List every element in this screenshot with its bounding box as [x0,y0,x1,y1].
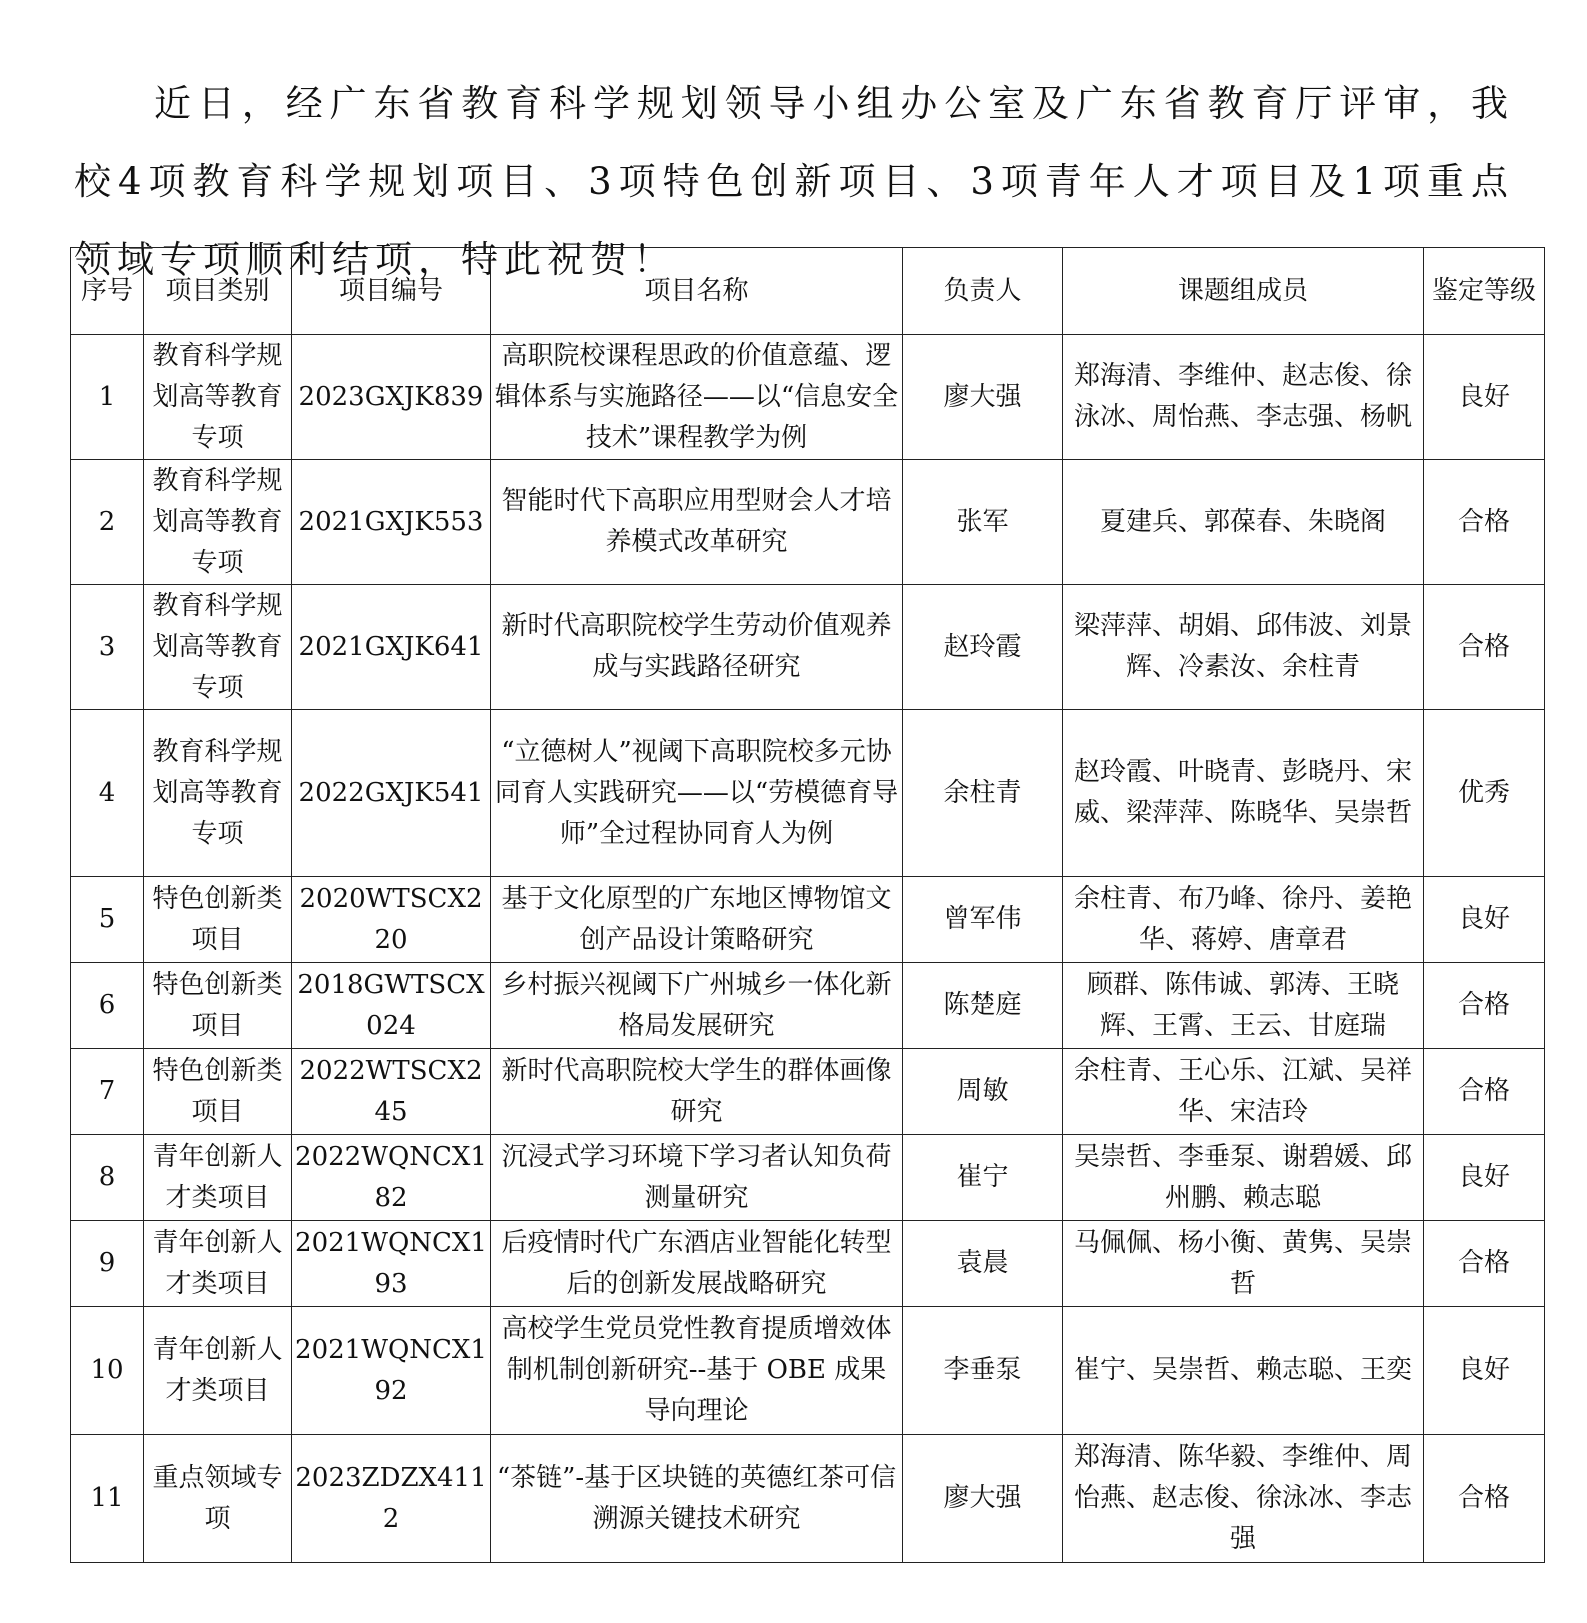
cell-project-name: 基于文化原型的广东地区博物馆文创产品设计策略研究 [491,877,903,963]
cell-project-code: 2022GXJK541 [292,710,491,877]
cell-grade: 良好 [1424,335,1545,460]
cell-grade: 良好 [1424,1307,1545,1435]
cell-grade: 良好 [1424,877,1545,963]
header-category: 项目类别 [144,248,292,335]
cell-members: 郑海清、李维仲、赵志俊、徐泳冰、周怡燕、李志强、杨帆 [1063,335,1424,460]
cell-grade: 合格 [1424,1049,1545,1135]
cell-grade: 优秀 [1424,710,1545,877]
cell-project-name: “茶链”-基于区块链的英德红茶可信溯源关键技术研究 [491,1435,903,1563]
cell-lead: 周敏 [903,1049,1063,1135]
cell-lead: 李垂泵 [903,1307,1063,1435]
cell-project-code: 2023ZDZX4112 [292,1435,491,1563]
cell-category: 青年创新人才类项目 [144,1135,292,1221]
cell-lead: 袁晨 [903,1221,1063,1307]
header-project-code: 项目编号 [292,248,491,335]
cell-project-code: 2021GXJK553 [292,460,491,585]
cell-index: 5 [71,877,144,963]
cell-grade: 合格 [1424,1221,1545,1307]
cell-index: 6 [71,963,144,1049]
cell-grade: 合格 [1424,585,1545,710]
cell-members: 梁萍萍、胡娟、邱伟波、刘景辉、冷素汝、余柱青 [1063,585,1424,710]
cell-project-name: 新时代高职院校大学生的群体画像研究 [491,1049,903,1135]
cell-lead: 赵玲霞 [903,585,1063,710]
table-row [71,1221,1545,1307]
cell-project-name: 后疫情时代广东酒店业智能化转型后的创新发展战略研究 [491,1221,903,1307]
cell-category: 教育科学规划高等教育专项 [144,335,292,460]
cell-members: 余柱青、布乃峰、徐丹、姜艳华、蒋婷、唐章君 [1063,877,1424,963]
cell-lead: 曾军伟 [903,877,1063,963]
cell-index: 11 [71,1435,144,1563]
cell-lead: 廖大强 [903,1435,1063,1563]
cell-category: 重点领域专项 [144,1435,292,1563]
cell-project-code: 2021WQNCX192 [292,1307,491,1435]
header-members: 课题组成员 [1063,248,1424,335]
cell-index: 2 [71,460,144,585]
header-lead: 负责人 [903,248,1063,335]
cell-project-name: “立德树人”视阈下高职院校多元协 同育人实践研究——以“劳模德育导师”全过程协同育人为例 [491,710,903,877]
cell-index: 10 [71,1307,144,1435]
cell-grade: 良好 [1424,1135,1545,1221]
cell-lead: 张军 [903,460,1063,585]
cell-index: 4 [71,710,144,877]
table-header-row [71,248,1545,335]
table-row [71,335,1545,460]
header-index: 序号 [71,248,144,335]
cell-category: 教育科学规划高等教育专项 [144,710,292,877]
table-row [71,1049,1545,1135]
cell-project-name: 沉浸式学习环境下学习者认知负荷测量研究 [491,1135,903,1221]
cell-grade: 合格 [1424,963,1545,1049]
cell-category: 青年创新人才类项目 [144,1307,292,1435]
cell-project-name: 新时代高职院校学生劳动价值观养成与实践路径研究 [491,585,903,710]
cell-category: 特色创新类项目 [144,963,292,1049]
cell-category: 教育科学规划高等教育专项 [144,460,292,585]
cell-members: 夏建兵、郭葆春、朱晓阁 [1063,460,1424,585]
cell-project-name: 乡村振兴视阈下广州城乡一体化新格局发展研究 [491,963,903,1049]
table-row [71,877,1545,963]
cell-lead: 廖大强 [903,335,1063,460]
cell-project-code: 2021WQNCX193 [292,1221,491,1307]
cell-category: 教育科学规划高等教育专项 [144,585,292,710]
header-project-name: 项目名称 [491,248,903,335]
cell-members: 顾群、陈伟诚、郭涛、王晓辉、王霄、王云、甘庭瑞 [1063,963,1424,1049]
cell-project-code: 2020WTSCX220 [292,877,491,963]
projects-table [70,247,1545,1563]
cell-lead: 余柱青 [903,710,1063,877]
cell-project-name: 高校学生党员党性教育提质增效体制机制创新研究--基于 OBE 成果导向理论 [491,1307,903,1435]
cell-category: 青年创新人才类项目 [144,1221,292,1307]
cell-lead: 陈楚庭 [903,963,1063,1049]
cell-project-name: 高职院校课程思政的价值意蕴、逻辑体系与实施路径——以“信息安全技术”课程教学为例 [491,335,903,460]
cell-project-code: 2021GXJK641 [292,585,491,710]
cell-index: 1 [71,335,144,460]
cell-project-code: 2022WTSCX245 [292,1049,491,1135]
cell-grade: 合格 [1424,460,1545,585]
table-row [71,585,1545,710]
cell-index: 9 [71,1221,144,1307]
cell-members: 郑海清、陈华毅、李维仲、周怡燕、赵志俊、徐泳冰、李志强 [1063,1435,1424,1563]
table-row [71,1435,1545,1563]
table-row [71,963,1545,1049]
table-row [71,1135,1545,1221]
cell-members: 崔宁、吴崇哲、赖志聪、王奕 [1063,1307,1424,1435]
cell-index: 3 [71,585,144,710]
cell-category: 特色创新类项目 [144,877,292,963]
cell-members: 余柱青、王心乐、江斌、吴祥华、宋洁玲 [1063,1049,1424,1135]
cell-lead: 崔宁 [903,1135,1063,1221]
cell-project-code: 2023GXJK839 [292,335,491,460]
table-row [71,1307,1545,1435]
cell-members: 赵玲霞、叶晓青、彭晓丹、宋威、梁萍萍、陈晓华、吴崇哲 [1063,710,1424,877]
cell-index: 8 [71,1135,144,1221]
cell-members: 吴崇哲、李垂泵、谢碧媛、邱州鹏、赖志聪 [1063,1135,1424,1221]
cell-project-code: 2018GWTSCX024 [292,963,491,1049]
header-grade: 鉴定等级 [1424,248,1545,335]
intro-paragraph: 近日，经广东省教育科学规划领导小组办公室及广东省教育厅评审，我校4项教育科学规划项目、3项特色创新项目、3项青年人才项目及1项重点领域专项顺利结项，特此祝贺！ [74,82,1514,281]
cell-project-name: 智能时代下高职应用型财会人才培养模式改革研究 [491,460,903,585]
cell-grade: 合格 [1424,1435,1545,1563]
table-row [71,710,1545,877]
cell-index: 7 [71,1049,144,1135]
cell-members: 马佩佩、杨小衡、黄隽、吴崇哲 [1063,1221,1424,1307]
table-row [71,460,1545,585]
cell-category: 特色创新类项目 [144,1049,292,1135]
cell-project-code: 2022WQNCX182 [292,1135,491,1221]
